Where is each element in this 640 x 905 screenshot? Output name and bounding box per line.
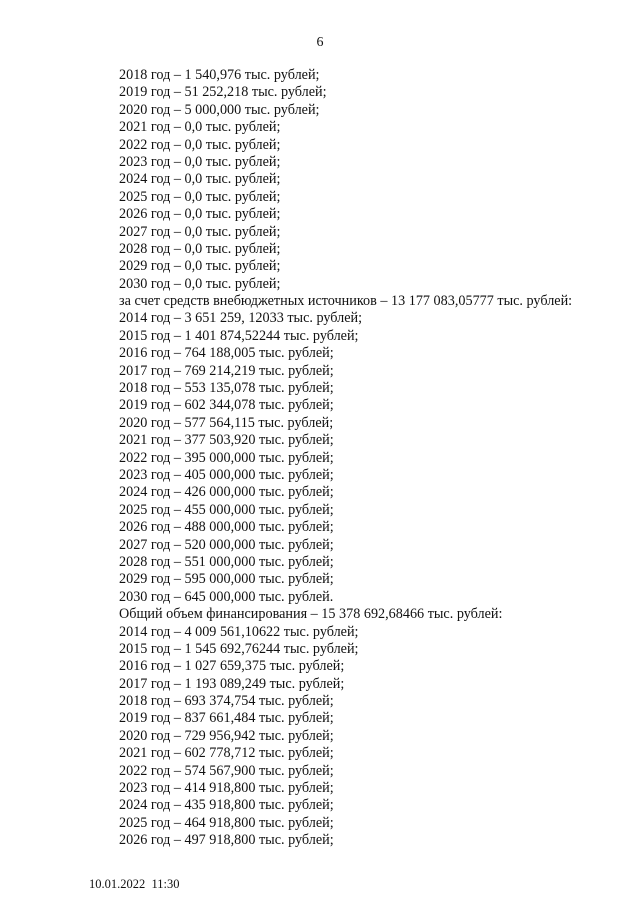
text-line: 2017 год – 1 193 089,249 тыс. рублей; bbox=[119, 675, 345, 692]
text-line: 2021 год – 602 778,712 тыс. рублей; bbox=[119, 745, 334, 762]
text-line: 2022 год – 574 567,900 тыс. рублей; bbox=[119, 762, 334, 779]
text-line: Общий объем финансирования – 15 378 692,68466 тыс. рублей: bbox=[119, 606, 503, 623]
text-line: 2027 год – 520 000,000 тыс. рублей; bbox=[119, 536, 334, 553]
text-line: 2025 год – 464 918,800 тыс. рублей; bbox=[119, 814, 334, 831]
page-number: 6 bbox=[316, 35, 324, 50]
text-line: 2015 год – 1 545 692,76244 тыс. рублей; bbox=[119, 640, 359, 657]
text-line: 2024 год – 426 000,000 тыс. рублей; bbox=[119, 484, 334, 501]
text-line: 2019 год – 837 661,484 тыс. рублей; bbox=[119, 710, 334, 727]
text-line: 2025 год – 455 000,000 тыс. рублей; bbox=[119, 501, 334, 518]
text-line: 2018 год – 693 374,754 тыс. рублей; bbox=[119, 693, 334, 710]
text-line: 2022 год – 0,0 тыс. рублей; bbox=[119, 136, 281, 153]
text-line: 2021 год – 0,0 тыс. рублей; bbox=[119, 119, 281, 136]
text-line: за счет средств внебюджетных источников – 13 177 083,05777 тыс. рублей: bbox=[119, 293, 573, 310]
text-line: 2019 год – 51 252,218 тыс. рублей; bbox=[119, 84, 327, 101]
text-line: 2028 год – 0,0 тыс. рублей; bbox=[119, 240, 281, 257]
footer-timestamp: 10.01.2022 11:30 bbox=[89, 877, 180, 891]
text-line: 2026 год – 497 918,800 тыс. рублей; bbox=[119, 832, 334, 849]
text-line: 2030 год – 0,0 тыс. рублей; bbox=[119, 275, 281, 292]
text-line: 2025 год – 0,0 тыс. рублей; bbox=[119, 188, 281, 205]
text-line: 2019 год – 602 344,078 тыс. рублей; bbox=[119, 397, 334, 414]
text-line: 2022 год – 395 000,000 тыс. рублей; bbox=[119, 449, 334, 466]
text-line: 2020 год – 5 000,000 тыс. рублей; bbox=[119, 101, 320, 118]
text-line: 2029 год – 0,0 тыс. рублей; bbox=[119, 258, 281, 275]
text-line: 2015 год – 1 401 874,52244 тыс. рублей; bbox=[119, 327, 359, 344]
text-line: 2024 год – 0,0 тыс. рублей; bbox=[119, 171, 281, 188]
text-line: 2024 год – 435 918,800 тыс. рублей; bbox=[119, 797, 334, 814]
text-line: 2017 год – 769 214,219 тыс. рублей; bbox=[119, 362, 334, 379]
document-body bbox=[119, 67, 619, 850]
text-line: 2026 год – 488 000,000 тыс. рублей; bbox=[119, 519, 334, 536]
text-line: 2014 год – 4 009 561,10622 тыс. рублей; bbox=[119, 623, 359, 640]
text-line: 2016 год – 764 188,005 тыс. рублей; bbox=[119, 345, 334, 362]
text-line: 2016 год – 1 027 659,375 тыс. рублей; bbox=[119, 658, 345, 675]
text-line: 2023 год – 405 000,000 тыс. рублей; bbox=[119, 466, 334, 483]
text-line: 2020 год – 577 564,115 тыс. рублей; bbox=[119, 414, 334, 431]
text-line: 2027 год – 0,0 тыс. рублей; bbox=[119, 223, 281, 240]
text-line: 2023 год – 414 918,800 тыс. рублей; bbox=[119, 780, 334, 797]
text-line: 2030 год – 645 000,000 тыс. рублей. bbox=[119, 588, 334, 605]
text-line: 2018 год – 1 540,976 тыс. рублей; bbox=[119, 67, 320, 83]
text-line: 2028 год – 551 000,000 тыс. рублей; bbox=[119, 553, 334, 570]
text-line: 2014 год – 3 651 259, 12033 тыс. рублей; bbox=[119, 310, 363, 327]
text-line: 2026 год – 0,0 тыс. рублей; bbox=[119, 206, 281, 223]
text-line: 2020 год – 729 956,942 тыс. рублей; bbox=[119, 727, 334, 744]
text-line: 2021 год – 377 503,920 тыс. рублей; bbox=[119, 432, 334, 449]
text-line: 2018 год – 553 135,078 тыс. рублей; bbox=[119, 380, 334, 397]
text-line: 2029 год – 595 000,000 тыс. рублей; bbox=[119, 571, 334, 588]
text-line: 2023 год – 0,0 тыс. рублей; bbox=[119, 153, 281, 170]
